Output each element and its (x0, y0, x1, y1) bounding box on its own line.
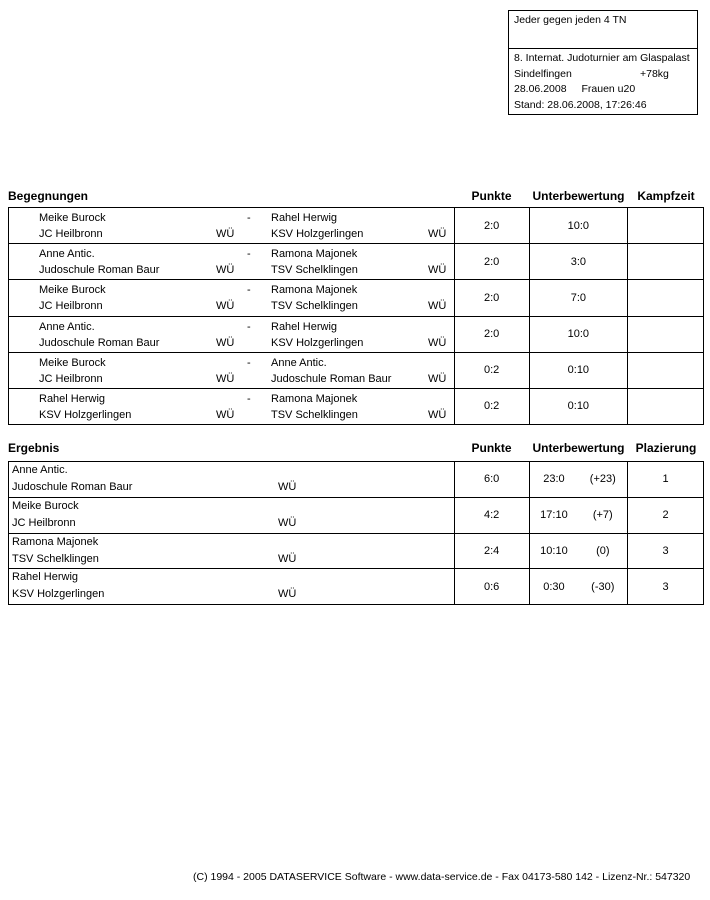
fighter2-name: Anne Antic. (271, 356, 327, 369)
results-col-subscore: Unterbewertung (532, 441, 625, 455)
result-fighter-club: JC Heilbronn (12, 516, 76, 529)
matches-table (8, 207, 704, 425)
result-row (9, 533, 703, 569)
match-row (9, 316, 703, 352)
match-points-cell (454, 244, 529, 279)
match-points: 2:0 (483, 328, 500, 341)
tournament-details (509, 49, 697, 115)
fighter1-club: JC Heilbronn (39, 300, 103, 313)
match-subscore-cell (529, 244, 628, 279)
age-group: Frauen u20 (581, 83, 636, 95)
tournament-location: Sindelfingen (514, 67, 572, 80)
match-pairing-cell (9, 244, 454, 279)
result-place: 2 (662, 509, 669, 522)
result-subscore: 10:10 (540, 544, 568, 557)
fighter1-region: WÜ (216, 264, 235, 277)
matches-col-subscore: Unterbewertung (532, 189, 625, 203)
result-place: 3 (662, 544, 669, 557)
result-fighter-cell (9, 462, 454, 497)
matches-title: Begegnungen (8, 189, 88, 203)
result-subscore-cell (529, 534, 628, 569)
fighter1-name: Anne Antic. (39, 248, 95, 261)
match-points: 2:0 (483, 291, 500, 304)
match-pairing-cell (9, 353, 454, 388)
fighter1-club: Judoschule Roman Baur (39, 336, 160, 349)
fighter1-name: Rahel Herwig (39, 392, 106, 405)
match-subscore-cell (529, 280, 628, 315)
match-subscore: 0:10 (567, 364, 590, 377)
results-section-header (8, 441, 704, 455)
result-diff: (0) (596, 544, 610, 557)
date-category-line (514, 82, 692, 98)
matches-col-time: Kampfzeit (637, 189, 695, 203)
vs-dash: - (247, 284, 251, 297)
match-row (9, 279, 703, 315)
results-col-place: Plazierung (635, 441, 697, 455)
match-row (9, 352, 703, 388)
match-row (9, 388, 703, 424)
match-subscore-cell (529, 208, 628, 243)
vs-dash: - (247, 212, 251, 224)
fighter2-region: WÜ (428, 336, 447, 349)
vs-dash: - (247, 248, 251, 261)
fighter2-club: KSV Holzgerlingen (271, 228, 364, 240)
result-fighter-name: Ramona Majonek (12, 535, 99, 548)
result-place-cell (627, 462, 703, 497)
result-fighter-cell (9, 534, 454, 569)
result-fighter-club: Judoschule Roman Baur (12, 481, 133, 493)
competition-mode: Jeder gegen jeden 4 TN (509, 11, 697, 49)
matches-col-points: Punkte (471, 189, 512, 203)
match-time-cell (627, 353, 703, 388)
match-subscore-cell (529, 353, 628, 388)
result-diff: (+7) (592, 509, 613, 522)
result-points-cell (454, 534, 529, 569)
result-fighter-region: WÜ (278, 552, 297, 565)
result-points-cell (454, 462, 529, 497)
fighter2-region: WÜ (428, 300, 447, 313)
fighter2-region: WÜ (428, 264, 447, 277)
result-points: 2:4 (483, 544, 500, 557)
tournament-title: 8. Internat. Judoturnier am Glaspalast (514, 52, 690, 64)
results-col-points: Punkte (471, 441, 512, 455)
fighter2-region: WÜ (428, 372, 447, 385)
vs-dash: - (247, 320, 251, 333)
fighter2-region: WÜ (428, 228, 447, 240)
fighter2-club: TSV Schelklingen (271, 300, 358, 313)
fighter1-name: Meike Burock (39, 356, 106, 369)
match-subscore-cell (529, 389, 628, 424)
match-pairing-cell (9, 208, 454, 243)
fighter2-club: KSV Holzgerlingen (271, 336, 364, 349)
result-place-cell (627, 498, 703, 533)
match-row (9, 208, 703, 243)
results-table (8, 461, 704, 605)
match-row (9, 243, 703, 279)
result-row (9, 497, 703, 533)
fighter2-name: Ramona Majonek (271, 392, 358, 405)
tournament-date: 28.06.2008 (514, 83, 567, 95)
result-fighter-name: Anne Antic. (12, 464, 68, 476)
fighter1-region: WÜ (216, 300, 235, 313)
match-time-cell (627, 280, 703, 315)
match-pairing-cell (9, 280, 454, 315)
fighter1-name: Meike Burock (39, 284, 106, 297)
result-fighter-cell (9, 569, 454, 604)
fighter2-name: Ramona Majonek (271, 284, 358, 297)
match-points: 2:0 (483, 255, 500, 268)
match-points: 0:2 (483, 364, 500, 377)
result-diff: (+23) (589, 473, 616, 486)
match-points-cell (454, 389, 529, 424)
match-points: 0:2 (483, 400, 500, 413)
fighter1-club: Judoschule Roman Baur (39, 264, 160, 277)
result-points: 6:0 (483, 473, 500, 486)
fighter2-club: TSV Schelklingen (271, 264, 358, 277)
vs-dash: - (247, 356, 251, 369)
fighter1-club: JC Heilbronn (39, 228, 103, 240)
footer-copyright: (C) 1994 - 2005 DATASERVICE Software - www.data-service.de - Fax 04173-580 142 - Lizenz-Nr.: 547320 (193, 871, 691, 883)
result-fighter-region: WÜ (278, 516, 297, 529)
result-fighter-name: Meike Burock (12, 499, 79, 512)
result-subscore: 17:10 (540, 509, 568, 522)
result-fighter-region: WÜ (278, 481, 297, 493)
match-points-cell (454, 208, 529, 243)
match-subscore: 3:0 (570, 255, 586, 268)
fighter1-region: WÜ (216, 228, 235, 240)
fighter1-region: WÜ (216, 372, 235, 385)
weight-class: +78kg (640, 67, 669, 80)
stand-timestamp: Stand: 28.06.2008, 17:26:46 (514, 98, 647, 111)
match-time-cell (627, 208, 703, 243)
fighter2-name: Rahel Herwig (271, 212, 338, 224)
result-points-cell (454, 498, 529, 533)
fighter1-club: JC Heilbronn (39, 372, 103, 385)
fighter1-club: KSV Holzgerlingen (39, 408, 132, 421)
match-pairing-cell (9, 389, 454, 424)
result-place: 3 (662, 580, 669, 593)
result-points: 4:2 (483, 509, 500, 522)
result-fighter-cell (9, 498, 454, 533)
fighter2-name: Ramona Majonek (271, 248, 358, 261)
match-subscore: 10:0 (567, 219, 590, 232)
fighter1-name: Meike Burock (39, 212, 106, 224)
fighter2-name: Rahel Herwig (271, 320, 338, 333)
results-title: Ergebnis (8, 441, 60, 455)
fighter1-region: WÜ (216, 408, 235, 421)
match-subscore: 10:0 (567, 328, 590, 341)
tournament-info-box (508, 10, 698, 115)
fighter2-region: WÜ (428, 408, 447, 421)
match-pairing-cell (9, 317, 454, 352)
match-subscore: 0:10 (567, 400, 590, 413)
result-subscore: 0:30 (543, 580, 565, 593)
fighter1-region: WÜ (216, 336, 235, 349)
fighter2-club: Judoschule Roman Baur (271, 372, 392, 385)
result-fighter-club: KSV Holzgerlingen (12, 588, 105, 601)
result-subscore: 23:0 (543, 473, 565, 486)
result-subscore-cell (529, 498, 628, 533)
result-row (9, 568, 703, 604)
result-place-cell (627, 534, 703, 569)
match-points-cell (454, 317, 529, 352)
result-points: 0:6 (483, 580, 500, 593)
match-points: 2:0 (483, 219, 500, 232)
match-time-cell (627, 244, 703, 279)
result-place: 1 (662, 473, 669, 486)
matches-section-header (8, 189, 704, 203)
result-fighter-club: TSV Schelklingen (12, 552, 99, 565)
result-place-cell (627, 569, 703, 604)
fighter1-name: Anne Antic. (39, 320, 95, 333)
match-points-cell (454, 280, 529, 315)
location-weight-line (514, 67, 692, 83)
result-subscore-cell (529, 569, 628, 604)
vs-dash: - (247, 392, 251, 405)
match-time-cell (627, 389, 703, 424)
match-subscore-cell (529, 317, 628, 352)
result-subscore-cell (529, 462, 628, 497)
result-points-cell (454, 569, 529, 604)
match-time-cell (627, 317, 703, 352)
result-fighter-region: WÜ (278, 588, 297, 601)
match-points-cell (454, 353, 529, 388)
result-fighter-name: Rahel Herwig (12, 571, 79, 584)
result-row (9, 462, 703, 497)
fighter2-club: TSV Schelklingen (271, 408, 358, 421)
match-subscore: 7:0 (570, 291, 586, 304)
result-diff: (-30) (591, 580, 615, 593)
